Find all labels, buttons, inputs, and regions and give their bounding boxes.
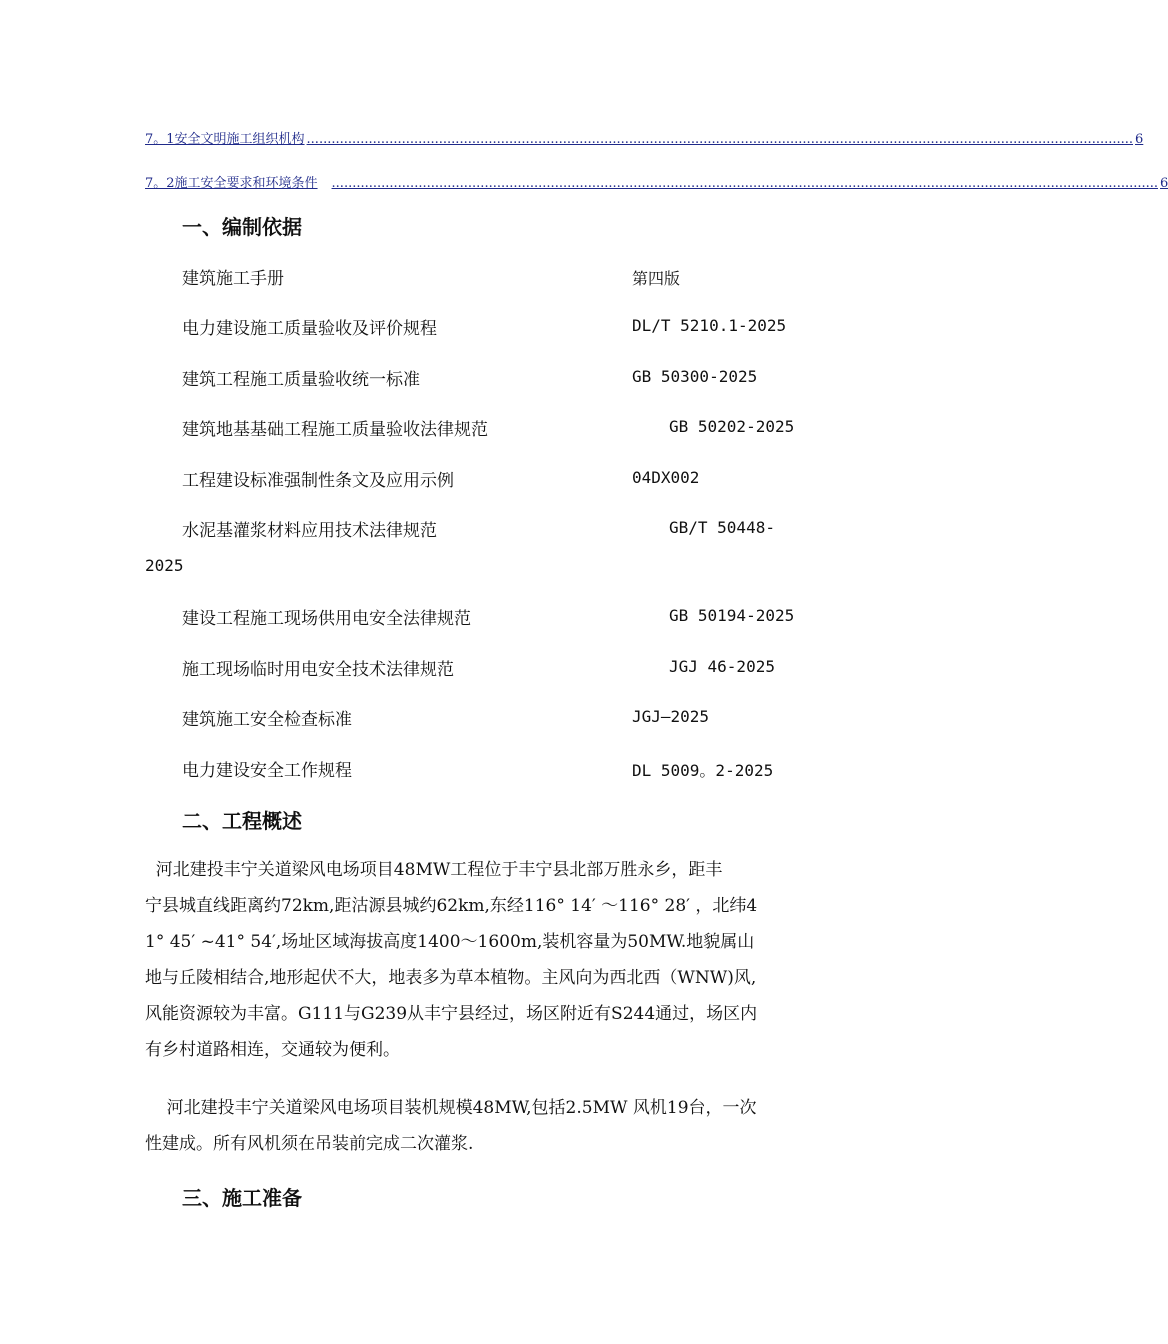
paragraph-line: 宁县城直线距离约72km,距沽源县城约62km,东经116° 14′ ～116° 28′ ，北纬4 <box>145 896 758 916</box>
toc-leader-dots: ........................................................................................................................................................................................................ <box>331 176 1159 191</box>
paragraph-line: 有乡村道路相连，交通较为便利。 <box>145 1040 400 1060</box>
section-heading-basis: 一、编制依据 <box>182 215 302 239</box>
toc-entry-title: 7。2施工安全要求和环境条件 <box>145 176 318 191</box>
standard-name: 工程建设标准强制性条文及应用示例 <box>182 471 454 491</box>
toc-entry-title: 7。1安全文明施工组织机构 <box>145 132 305 147</box>
paragraph-line: 河北建投丰宁关道梁风电场项目装机规模48MW,包括2.5MW 风机19台，一次 <box>145 1098 757 1118</box>
section-heading-preparation: 三、施工准备 <box>182 1186 302 1210</box>
standard-name: 建筑施工手册 <box>182 269 284 289</box>
paragraph-line: 河北建投丰宁关道梁风电场项目48MW工程位于丰宁县北部万胜永乡，距丰 <box>145 860 723 880</box>
paragraph-line: 地与丘陵相结合,地形起伏不大，地表多为草本植物。主风向为西北西（WNW)风, <box>145 968 757 988</box>
standard-code: GB/T 50448- <box>669 518 775 537</box>
standard-name: 建筑施工安全检查标准 <box>182 710 352 730</box>
standard-name: 建筑工程施工质量验收统一标准 <box>182 370 420 390</box>
overview-paragraph-2 <box>145 1090 810 1162</box>
standard-code: JGJ 46-2025 <box>669 657 775 676</box>
standard-name: 施工现场临时用电安全技术法律规范 <box>182 660 454 680</box>
standard-code: 第四版 <box>632 269 681 288</box>
standard-code: 04DX002 <box>632 468 700 487</box>
standard-code: DL/T 5210.1-2025 <box>632 316 787 335</box>
standard-name: 建设工程施工现场供用电安全法律规范 <box>182 609 471 629</box>
standard-code: GB 50194-2025 <box>669 606 795 625</box>
paragraph-line: 1° 45′ ~41° 54′,场址区域海拔高度1400～1600m,装机容量为50MW.地貌属山 <box>145 932 755 952</box>
section-heading-overview: 二、工程概述 <box>182 809 302 833</box>
overview-paragraph-1 <box>145 852 810 1068</box>
toc-entry-page: 6 <box>1160 176 1168 191</box>
standard-code: JGJ—2025 <box>632 707 710 726</box>
standard-code-continued: 2025 <box>145 556 184 575</box>
toc-leader-dots: ........................................................................................................................................................................................................ <box>306 132 1134 147</box>
paragraph-line: 性建成。所有风机须在吊装前完成二次灌浆. <box>145 1134 474 1154</box>
toc-entry-7-2[interactable] <box>145 171 1168 191</box>
standard-name: 水泥基灌浆材料应用技术法律规范 <box>182 521 437 541</box>
paragraph-line: 风能资源较为丰富。G111与G239从丰宁县经过，场区附近有S244通过，场区内 <box>145 1004 758 1024</box>
standard-code: DL 5009。2-2025 <box>632 761 774 780</box>
toc-entry-page: 6 <box>1135 132 1144 147</box>
standard-code: GB 50202-2025 <box>669 417 795 436</box>
standard-code: GB 50300-2025 <box>632 367 758 386</box>
toc-entry-7-1[interactable] <box>145 127 1144 147</box>
standard-name: 电力建设施工质量验收及评价规程 <box>182 319 437 339</box>
standard-name: 建筑地基基础工程施工质量验收法律规范 <box>182 420 488 440</box>
standard-name: 电力建设安全工作规程 <box>182 761 352 781</box>
